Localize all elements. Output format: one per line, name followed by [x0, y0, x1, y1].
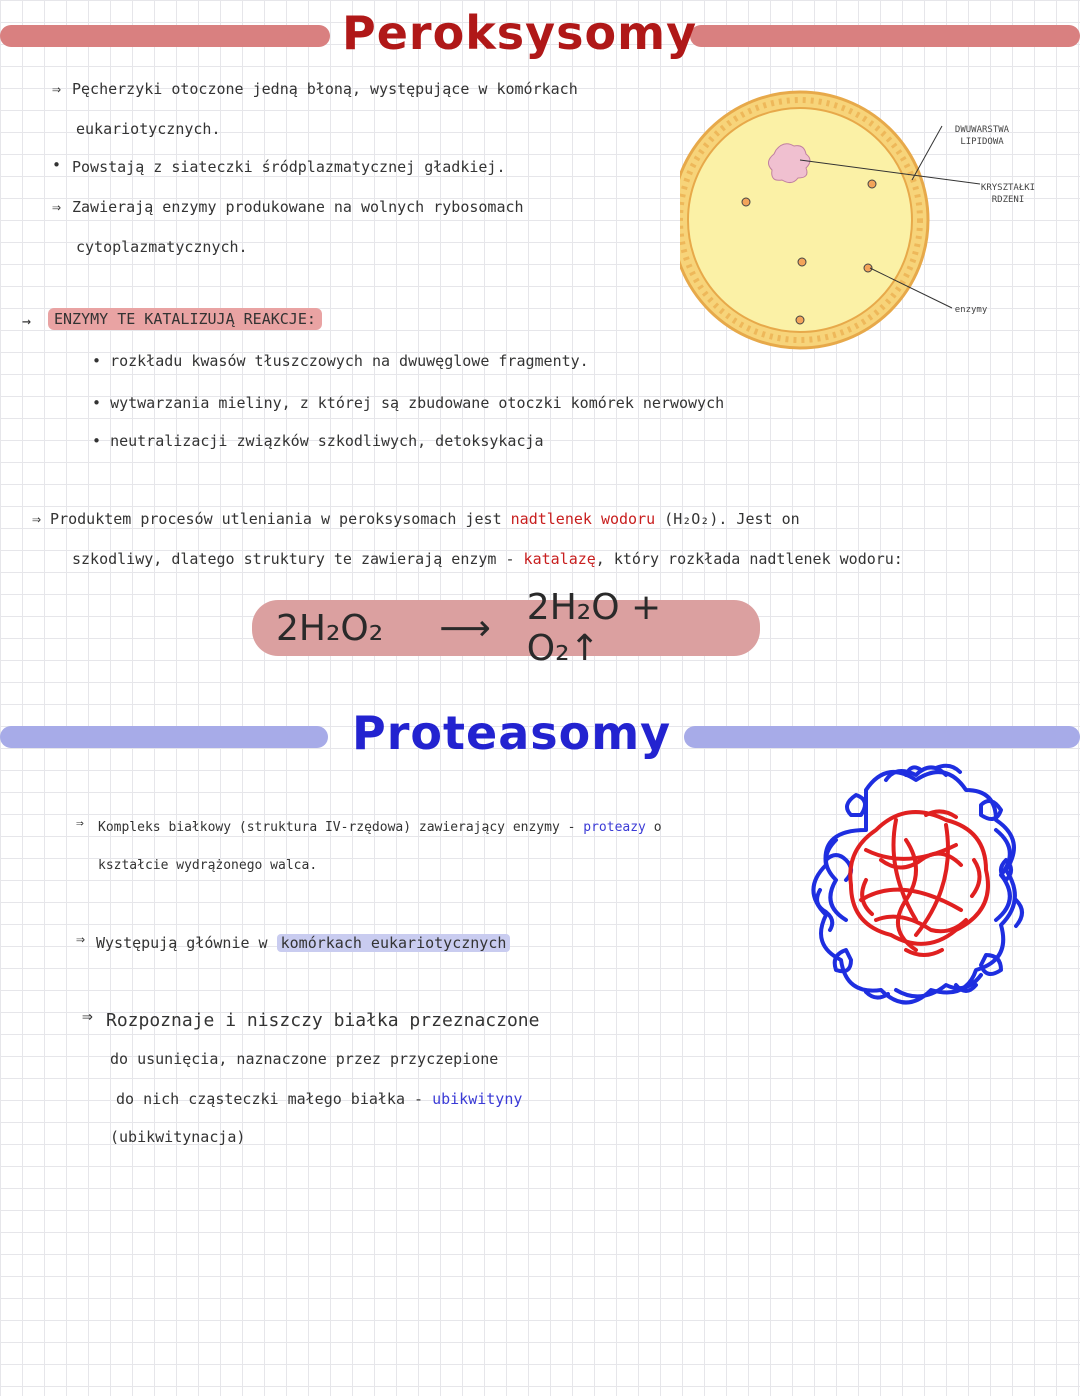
product-line-1: ⇒ Produktem procesów utleniania w peroksysomach jest nadtlenek wodoru (H₂O₂). Jest on [32, 510, 800, 528]
bullet-text: Kompleks białkowy (struktura IV-rzędowa) zawierający enzymy - proteazy o [98, 820, 662, 835]
bullet-text: do nich cząsteczki małego białka - ubikwityny [116, 1090, 523, 1108]
bullet-text: do usunięcia, naznaczone przez przyczepione [110, 1050, 499, 1068]
bullet-text: Powstają z siateczki śródplazmatycznej gładkiej. [72, 158, 506, 176]
equation-right: 2H₂O + O₂↑ [526, 587, 662, 669]
proteasome-title: Proteasomy [352, 706, 672, 760]
crystal-label: KRYSZTAŁKI RDZENI [980, 183, 1036, 205]
bullet-marker: ⇒ [76, 816, 84, 831]
bullet-text: eukariotycznych. [76, 120, 221, 138]
peroxisome-title: Peroksysomy [342, 6, 698, 60]
bullet-text: Rozpoznaje i niszczy białka przeznaczone [106, 1010, 540, 1031]
reaction-item: • wytwarzania mieliny, z której są zbudowane otoczki komórek nerwowych [92, 394, 725, 412]
membrane-leader [912, 126, 942, 180]
proteasome-illustration [806, 760, 1036, 1010]
enzyme-dot [742, 198, 750, 206]
catalase-equation [252, 587, 760, 669]
reaction-item: • rozkładu kwasów tłuszczowych na dwuwęglowe fragmenty. [92, 352, 589, 370]
membrane-label: DWUWARSTWA LIPIDOWA [954, 125, 1010, 147]
bullet-marker: ⇒ [52, 80, 62, 98]
bullet-marker: ⇒ [82, 1006, 93, 1027]
enzyme-dot [798, 258, 806, 266]
peroxisome-membrane-inner [688, 108, 912, 332]
bullet-text: Pęcherzyki otoczone jedną błoną, występujące w komórkach [72, 80, 578, 98]
enzyme-dot [868, 180, 876, 188]
bullet-text: Zawierają enzymy produkowane na wolnych rybosomach [72, 198, 524, 216]
equation-left: 2H₂O₂ [276, 607, 384, 649]
proteasome-header-bar-right [684, 726, 1080, 748]
proteasome-header-bar-left [0, 726, 328, 748]
peroxisome-header-bar-left [0, 25, 330, 47]
reaction-item: • neutralizacji związków szkodliwych, detoksykacja [92, 432, 544, 450]
reactions-heading: ENZYMY TE KATALIZUJĄ REAKCJE: [48, 310, 322, 328]
equation-arrow: ⟶ [439, 607, 491, 649]
enzyme-dot [796, 316, 804, 324]
product-line-2: szkodliwy, dlatego struktury te zawierają enzym - katalazę, który rozkłada nadtlenek wodoru: [72, 550, 903, 568]
bullet-text: (ubikwitynacja) [110, 1128, 246, 1146]
bullet-marker: ⇒ [52, 198, 62, 216]
enzymes-label: enzymy [954, 305, 988, 315]
bullet-marker: ⇒ [76, 930, 86, 948]
bullet-marker: • [52, 156, 62, 174]
arrow-marker: → [22, 312, 32, 330]
bullet-text: cytoplazmatycznych. [76, 238, 248, 256]
bullet-text: kształcie wydrążonego walca. [98, 858, 318, 873]
peroxisome-header-bar-right [690, 25, 1080, 47]
bullet-text: Występują głównie w komórkach eukariotycznych [96, 934, 510, 952]
